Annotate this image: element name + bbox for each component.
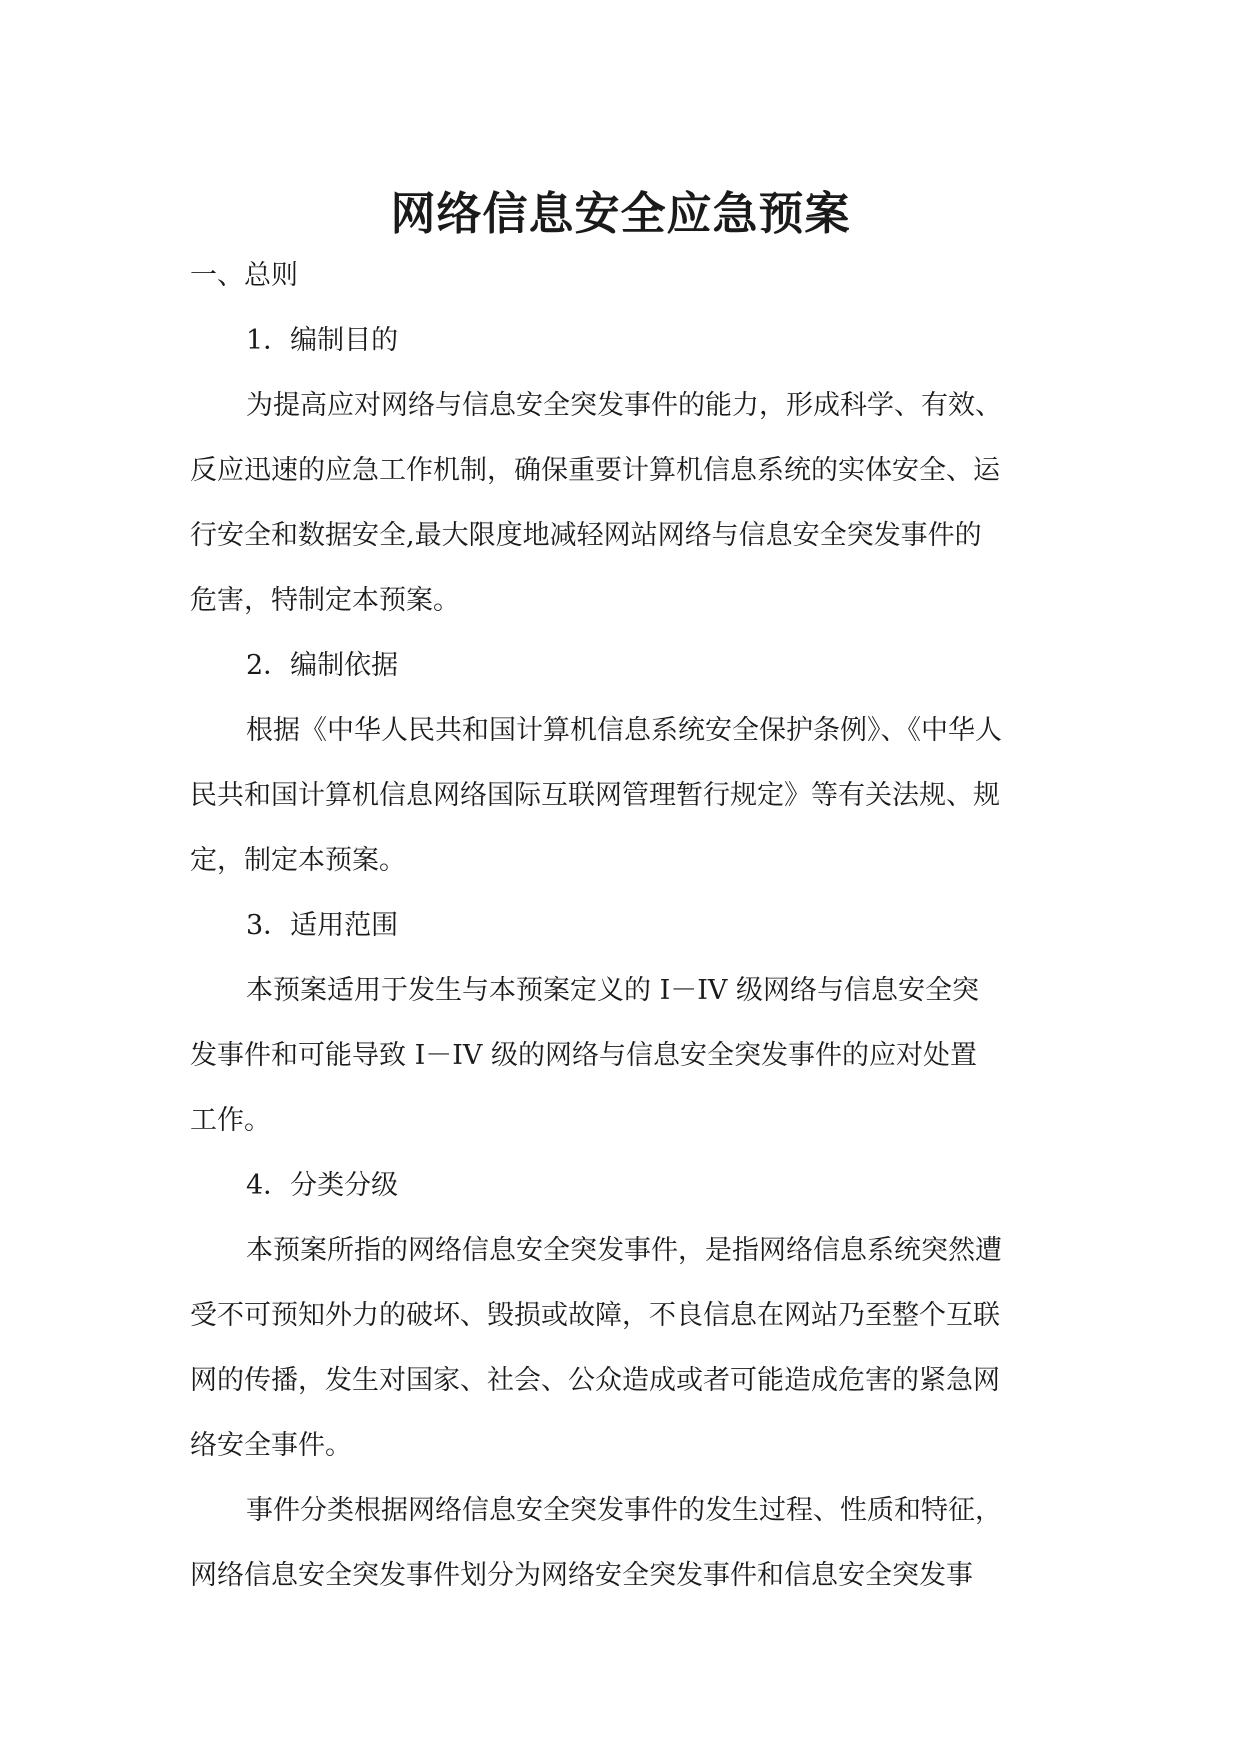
paragraph-scope xyxy=(190,971,1058,1141)
paragraph-purpose xyxy=(190,386,1058,621)
paragraph-classification-types xyxy=(190,1491,1058,1596)
text-line: 受不可预知外力的破坏、毁损或故障，不良信息在网站乃至整个互联 xyxy=(190,1300,1000,1331)
section-heading-general: 一、总则 xyxy=(190,260,298,291)
subsection-heading-classification: 4．分类分级 xyxy=(246,1170,399,1201)
text-line: 危害，特制定本预案。 xyxy=(190,585,460,616)
text-line: 发事件和可能导致 I－IV 级的网络与信息安全突发事件的应对处置 xyxy=(190,1040,977,1071)
subsection-heading-purpose: 1．编制目的 xyxy=(246,325,399,356)
document-body xyxy=(190,256,1058,1621)
text-line: 本预案适用于发生与本预案定义的 I－IV 级网络与信息安全突 xyxy=(246,975,979,1006)
subsection-heading-basis: 2．编制依据 xyxy=(246,650,399,681)
text-line: 反应迅速的应急工作机制，确保重要计算机信息系统的实体安全、运 xyxy=(190,455,1000,486)
text-line: 络安全事件。 xyxy=(190,1430,352,1461)
paragraph-classification-definition xyxy=(190,1231,1058,1466)
text-line: 事件分类根据网络信息安全突发事件的发生过程、性质和特征， xyxy=(246,1495,1002,1526)
text-line: 民共和国计算机信息网络国际互联网管理暂行规定》等有关法规、规 xyxy=(190,780,1000,811)
text-line: 行安全和数据安全,最大限度地减轻网站网络与信息安全突发事件的 xyxy=(190,520,982,551)
subsection-heading-scope: 3．适用范围 xyxy=(246,910,399,941)
text-line: 网的传播，发生对国家、社会、公众造成或者可能造成危害的紧急网 xyxy=(190,1365,1000,1396)
text-line: 为提高应对网络与信息安全突发事件的能力，形成科学、有效、 xyxy=(246,390,1002,421)
text-line: 工作。 xyxy=(190,1105,271,1136)
text-line: 本预案所指的网络信息安全突发事件，是指网络信息系统突然遭 xyxy=(246,1235,1002,1266)
text-line: 网络信息安全突发事件划分为网络安全突发事件和信息安全突发事 xyxy=(190,1560,973,1591)
paragraph-basis xyxy=(190,711,1058,881)
document-title: 网络信息安全应急预案 xyxy=(390,187,851,240)
text-line: 定，制定本预案。 xyxy=(190,845,406,876)
text-line: 根据《中华人民共和国计算机信息系统安全保护条例》、《中华人 xyxy=(246,715,1002,746)
